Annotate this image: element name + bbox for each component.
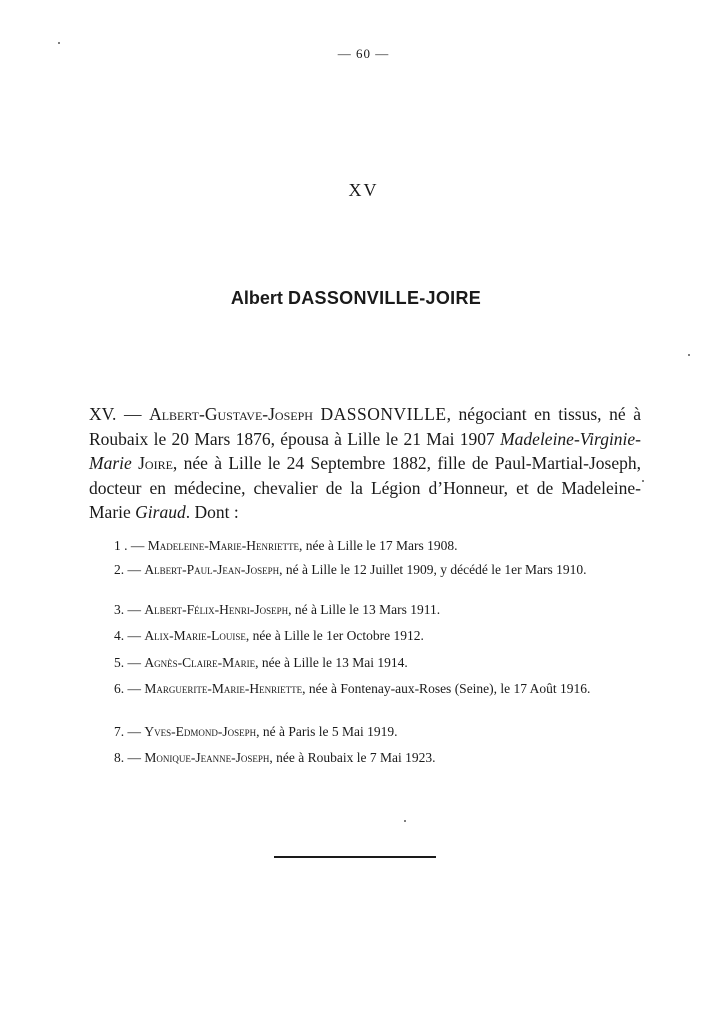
entry-details: , née à Roubaix le 7 Mai 1923. bbox=[269, 750, 436, 765]
entry-number: 5. — bbox=[114, 655, 141, 670]
intro-surname: DASSONVILLE bbox=[320, 404, 447, 424]
closing-rule bbox=[274, 856, 436, 858]
scan-speck bbox=[404, 820, 406, 822]
intro-wife-given-names: Madeleine-Virginie-Marie bbox=[89, 428, 642, 473]
intro-given-names: Albert-Gustave-Joseph bbox=[149, 404, 313, 424]
intro-wife-surname: Joire bbox=[138, 453, 173, 473]
entry-details: , né à Lille le 13 Mars 1911. bbox=[288, 602, 441, 617]
entry-number: 8. — bbox=[114, 750, 141, 765]
entry-details: , née à Lille le 13 Mai 1914. bbox=[255, 655, 408, 670]
entry-name: Yves-Edmond-Joseph bbox=[144, 724, 257, 739]
list-item bbox=[62, 724, 642, 740]
list-item bbox=[62, 750, 642, 766]
intro-text-2: , née à Lille le 24 Septembre 1882, fille de Paul-Martial-Joseph, docteur en médecine, chevalier de la Légion d’Honneur, et de Madeleine-Marie bbox=[89, 453, 641, 522]
entry-number: 2. — bbox=[114, 562, 141, 577]
entry-number: 1 . — bbox=[114, 538, 145, 553]
title-surname: DASSONVILLE-JOIRE bbox=[287, 288, 482, 308]
entry-details: , née à Lille le 1er Octobre 1912. bbox=[245, 628, 424, 643]
intro-paragraph bbox=[89, 402, 641, 525]
scan-speck bbox=[688, 354, 690, 356]
scan-speck bbox=[58, 42, 60, 44]
list-item bbox=[62, 681, 642, 697]
intro-text-1: , négociant en tissus, né à Roubaix le 20 Mars 1876, épousa à Lille le 21 Mai 1907 bbox=[89, 404, 642, 449]
list-item bbox=[62, 602, 642, 618]
list-item bbox=[62, 655, 642, 671]
entry-number: 3. — bbox=[114, 602, 141, 617]
entry-details: , né à Paris le 5 Mai 1919. bbox=[256, 724, 398, 739]
entry-details: , né à Lille le 12 Juillet 1909, y décédé le 1er Mars 1910. bbox=[279, 562, 587, 577]
entry-name: Agnès-Claire-Marie bbox=[144, 655, 256, 670]
intro-text-3: . Dont : bbox=[185, 502, 239, 522]
entry-name: Albert-Félix-Henri-Joseph bbox=[144, 602, 289, 617]
intro-lead: XV. — bbox=[89, 404, 142, 424]
entry-details: , née à Lille le 17 Mars 1908. bbox=[298, 538, 458, 553]
page-number: — 60 — bbox=[337, 46, 390, 61]
list-item bbox=[62, 538, 642, 554]
intro-mother-surname: Giraud bbox=[135, 502, 186, 522]
page-title bbox=[0, 288, 712, 309]
title-first-name: Albert bbox=[230, 288, 283, 308]
entry-name: Marguerite-Marie-Henriette bbox=[144, 681, 303, 696]
chapter-number: XV bbox=[348, 180, 379, 200]
entry-number: 6. — bbox=[114, 681, 141, 696]
entry-name: Alix-Marie-Louise bbox=[144, 628, 246, 643]
list-item bbox=[62, 628, 642, 644]
entry-number: 4. — bbox=[114, 628, 141, 643]
list-item bbox=[62, 562, 642, 578]
entry-name: Monique-Jeanne-Joseph bbox=[144, 750, 270, 765]
entry-number: 7. — bbox=[114, 724, 141, 739]
entry-name: Madeleine-Marie-Henriette bbox=[147, 538, 299, 553]
scan-speck bbox=[642, 480, 644, 482]
entry-name: Albert-Paul-Jean-Joseph bbox=[144, 562, 280, 577]
entry-details: , née à Fontenay-aux-Roses (Seine), le 17 Août 1916. bbox=[302, 681, 591, 696]
